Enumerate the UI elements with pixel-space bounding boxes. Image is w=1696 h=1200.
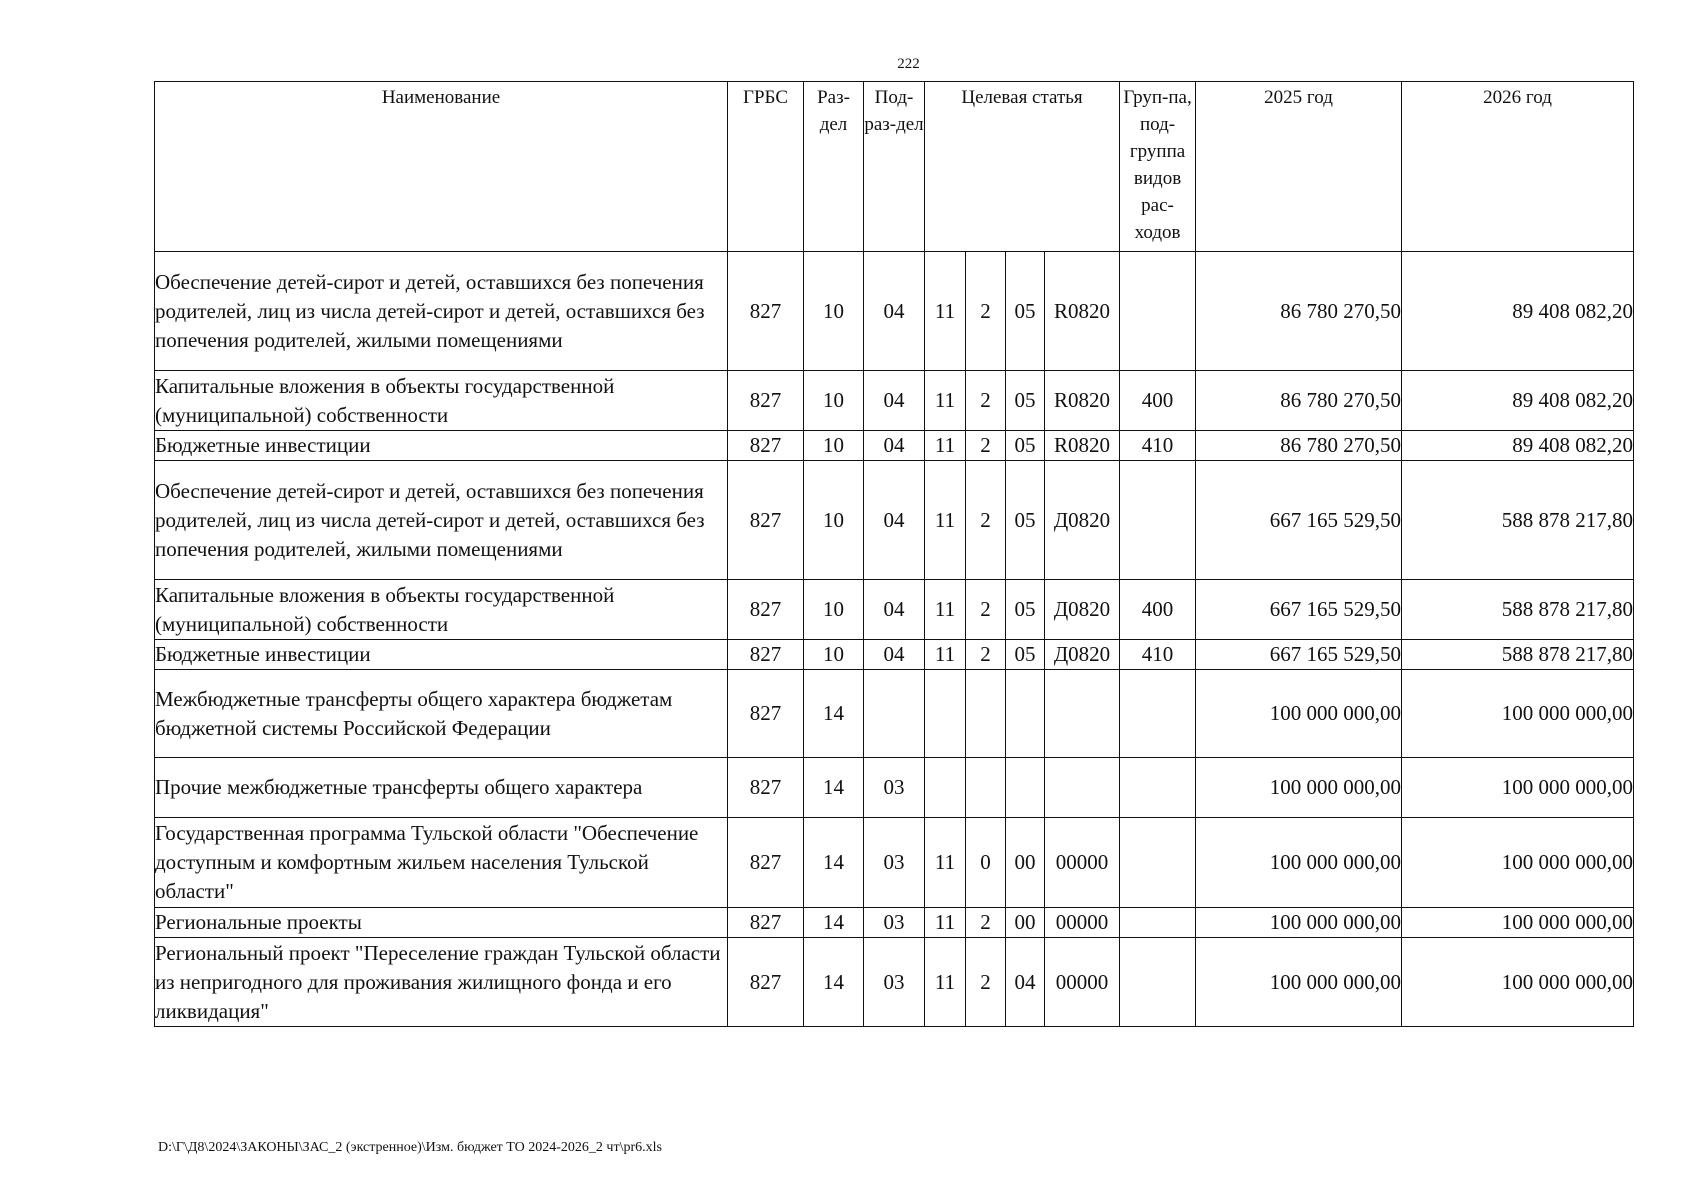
row-razdel: 14 xyxy=(804,670,864,758)
header-name: Наименование xyxy=(155,82,728,252)
row-grbs: 827 xyxy=(728,252,804,371)
row-target-program: 11 xyxy=(925,938,966,1027)
row-name: Региональный проект "Переселение граждан Тульской области из непригодного для проживания жилищного фонда и его ликвидация" xyxy=(155,938,728,1027)
row-target-subprogram: 05 xyxy=(1006,252,1045,371)
row-expense-group: 410 xyxy=(1120,431,1196,461)
row-target-program: 11 xyxy=(925,818,966,908)
row-podrazdel: 03 xyxy=(864,818,925,908)
row-amount-2025: 100 000 000,00 xyxy=(1196,908,1402,938)
row-target-direction: R0820 xyxy=(1045,371,1120,431)
row-amount-2025: 100 000 000,00 xyxy=(1196,670,1402,758)
row-target-type xyxy=(966,758,1006,818)
budget-table xyxy=(154,81,1634,1027)
row-amount-2025: 86 780 270,50 xyxy=(1196,252,1402,371)
row-amount-2025: 667 165 529,50 xyxy=(1196,640,1402,670)
row-amount-2025: 667 165 529,50 xyxy=(1196,461,1402,580)
header-razdel: Раз-дел xyxy=(804,82,864,252)
row-name: Государственная программа Тульской области "Обеспечение доступным и комфортным жильем населения Тульской области" xyxy=(155,818,728,908)
row-target-program: 11 xyxy=(925,252,966,371)
table-row xyxy=(155,938,1634,1027)
row-target-program: 11 xyxy=(925,461,966,580)
row-razdel: 10 xyxy=(804,371,864,431)
row-grbs: 827 xyxy=(728,461,804,580)
row-target-subprogram: 05 xyxy=(1006,461,1045,580)
row-target-direction xyxy=(1045,670,1120,758)
row-podrazdel: 04 xyxy=(864,580,925,640)
table-row xyxy=(155,908,1634,938)
header-2025: 2025 год xyxy=(1196,82,1402,252)
row-podrazdel: 04 xyxy=(864,461,925,580)
row-expense-group xyxy=(1120,938,1196,1027)
row-target-type: 2 xyxy=(966,640,1006,670)
row-name: Межбюджетные трансферты общего характера бюджетам бюджетной системы Российской Федерации xyxy=(155,670,728,758)
row-target-subprogram xyxy=(1006,670,1045,758)
row-podrazdel: 03 xyxy=(864,758,925,818)
row-target-direction: Д0820 xyxy=(1045,580,1120,640)
row-target-subprogram: 05 xyxy=(1006,580,1045,640)
row-amount-2026: 100 000 000,00 xyxy=(1402,938,1634,1027)
row-razdel: 10 xyxy=(804,580,864,640)
row-podrazdel: 04 xyxy=(864,640,925,670)
row-target-program xyxy=(925,670,966,758)
row-expense-group xyxy=(1120,758,1196,818)
row-target-type: 2 xyxy=(966,580,1006,640)
row-amount-2025: 667 165 529,50 xyxy=(1196,580,1402,640)
row-razdel: 10 xyxy=(804,252,864,371)
row-amount-2026: 588 878 217,80 xyxy=(1402,461,1634,580)
row-podrazdel: 04 xyxy=(864,252,925,371)
row-razdel: 14 xyxy=(804,758,864,818)
row-name: Прочие межбюджетные трансферты общего характера xyxy=(155,758,728,818)
row-name: Капитальные вложения в объекты государственной (муниципальной) собственности xyxy=(155,371,728,431)
row-name: Региональные проекты xyxy=(155,908,728,938)
table-row xyxy=(155,640,1634,670)
row-target-subprogram: 04 xyxy=(1006,938,1045,1027)
header-expense-group: Груп-па, под-группа видов рас-ходов xyxy=(1120,82,1196,252)
file-path-footer: D:\Г\Д8\2024\ЗАКОНЫ\ЗАС_2 (экстренное)\Изм. бюджет ТО 2024-2026_2 чт\pr6.xls xyxy=(158,1140,662,1155)
row-grbs: 827 xyxy=(728,431,804,461)
table-row xyxy=(155,461,1634,580)
row-expense-group xyxy=(1120,908,1196,938)
row-grbs: 827 xyxy=(728,371,804,431)
row-grbs: 827 xyxy=(728,758,804,818)
row-target-direction: 00000 xyxy=(1045,908,1120,938)
row-grbs: 827 xyxy=(728,938,804,1027)
row-podrazdel: 04 xyxy=(864,371,925,431)
row-grbs: 827 xyxy=(728,580,804,640)
row-target-program: 11 xyxy=(925,431,966,461)
header-podrazdel: Под-раз-дел xyxy=(864,82,925,252)
row-name: Обеспечение детей-сирот и детей, оставшихся без попечения родителей, лиц из числа детей-сирот и детей, оставшихся без попечения родителей, жилыми помещениями xyxy=(155,461,728,580)
row-podrazdel xyxy=(864,670,925,758)
row-grbs: 827 xyxy=(728,818,804,908)
row-target-type: 2 xyxy=(966,908,1006,938)
row-expense-group xyxy=(1120,670,1196,758)
row-target-program xyxy=(925,758,966,818)
row-target-subprogram: 05 xyxy=(1006,431,1045,461)
row-expense-group: 400 xyxy=(1120,580,1196,640)
table-row xyxy=(155,580,1634,640)
header-grbs: ГРБС xyxy=(728,82,804,252)
header-2026: 2026 год xyxy=(1402,82,1634,252)
row-amount-2026: 89 408 082,20 xyxy=(1402,431,1634,461)
row-expense-group xyxy=(1120,818,1196,908)
row-target-type: 2 xyxy=(966,461,1006,580)
row-target-program: 11 xyxy=(925,580,966,640)
header-target-article: Целевая статья xyxy=(925,82,1120,252)
row-target-type: 2 xyxy=(966,252,1006,371)
table-row xyxy=(155,431,1634,461)
row-amount-2026: 588 878 217,80 xyxy=(1402,640,1634,670)
row-target-direction: 00000 xyxy=(1045,938,1120,1027)
row-target-direction: Д0820 xyxy=(1045,640,1120,670)
row-target-direction: Д0820 xyxy=(1045,461,1120,580)
row-target-type xyxy=(966,670,1006,758)
table-row xyxy=(155,371,1634,431)
row-target-type: 2 xyxy=(966,431,1006,461)
row-razdel: 14 xyxy=(804,818,864,908)
row-razdel: 10 xyxy=(804,461,864,580)
row-amount-2026: 100 000 000,00 xyxy=(1402,908,1634,938)
row-target-program: 11 xyxy=(925,908,966,938)
row-podrazdel: 03 xyxy=(864,908,925,938)
row-target-type: 2 xyxy=(966,371,1006,431)
row-name: Обеспечение детей-сирот и детей, оставшихся без попечения родителей, лиц из числа детей-сирот и детей, оставшихся без попечения родителей, жилыми помещениями xyxy=(155,252,728,371)
row-target-direction: R0820 xyxy=(1045,252,1120,371)
table-row xyxy=(155,252,1634,371)
row-expense-group xyxy=(1120,252,1196,371)
row-expense-group xyxy=(1120,461,1196,580)
row-target-subprogram: 00 xyxy=(1006,818,1045,908)
row-razdel: 10 xyxy=(804,431,864,461)
row-target-subprogram: 00 xyxy=(1006,908,1045,938)
row-expense-group: 410 xyxy=(1120,640,1196,670)
row-name: Бюджетные инвестиции xyxy=(155,640,728,670)
row-amount-2026: 588 878 217,80 xyxy=(1402,580,1634,640)
row-expense-group: 400 xyxy=(1120,371,1196,431)
row-amount-2025: 100 000 000,00 xyxy=(1196,818,1402,908)
row-razdel: 14 xyxy=(804,938,864,1027)
page-number: 222 xyxy=(897,56,920,72)
row-name: Капитальные вложения в объекты государственной (муниципальной) собственности xyxy=(155,580,728,640)
table-row xyxy=(155,758,1634,818)
row-amount-2025: 86 780 270,50 xyxy=(1196,431,1402,461)
row-target-subprogram: 05 xyxy=(1006,640,1045,670)
row-amount-2026: 100 000 000,00 xyxy=(1402,818,1634,908)
row-amount-2026: 89 408 082,20 xyxy=(1402,252,1634,371)
table-row xyxy=(155,818,1634,908)
row-target-program: 11 xyxy=(925,371,966,431)
row-target-type: 0 xyxy=(966,818,1006,908)
row-razdel: 10 xyxy=(804,640,864,670)
row-target-subprogram: 05 xyxy=(1006,371,1045,431)
row-grbs: 827 xyxy=(728,670,804,758)
row-podrazdel: 04 xyxy=(864,431,925,461)
row-target-subprogram xyxy=(1006,758,1045,818)
row-amount-2025: 100 000 000,00 xyxy=(1196,758,1402,818)
row-grbs: 827 xyxy=(728,908,804,938)
row-target-type: 2 xyxy=(966,938,1006,1027)
row-target-direction: 00000 xyxy=(1045,818,1120,908)
table-row xyxy=(155,670,1634,758)
row-podrazdel: 03 xyxy=(864,938,925,1027)
row-name: Бюджетные инвестиции xyxy=(155,431,728,461)
row-amount-2026: 89 408 082,20 xyxy=(1402,371,1634,431)
row-amount-2025: 86 780 270,50 xyxy=(1196,371,1402,431)
row-amount-2025: 100 000 000,00 xyxy=(1196,938,1402,1027)
row-target-program: 11 xyxy=(925,640,966,670)
row-target-direction: R0820 xyxy=(1045,431,1120,461)
row-razdel: 14 xyxy=(804,908,864,938)
row-grbs: 827 xyxy=(728,640,804,670)
table-header-row xyxy=(155,82,1634,252)
row-target-direction xyxy=(1045,758,1120,818)
row-amount-2026: 100 000 000,00 xyxy=(1402,670,1634,758)
row-amount-2026: 100 000 000,00 xyxy=(1402,758,1634,818)
